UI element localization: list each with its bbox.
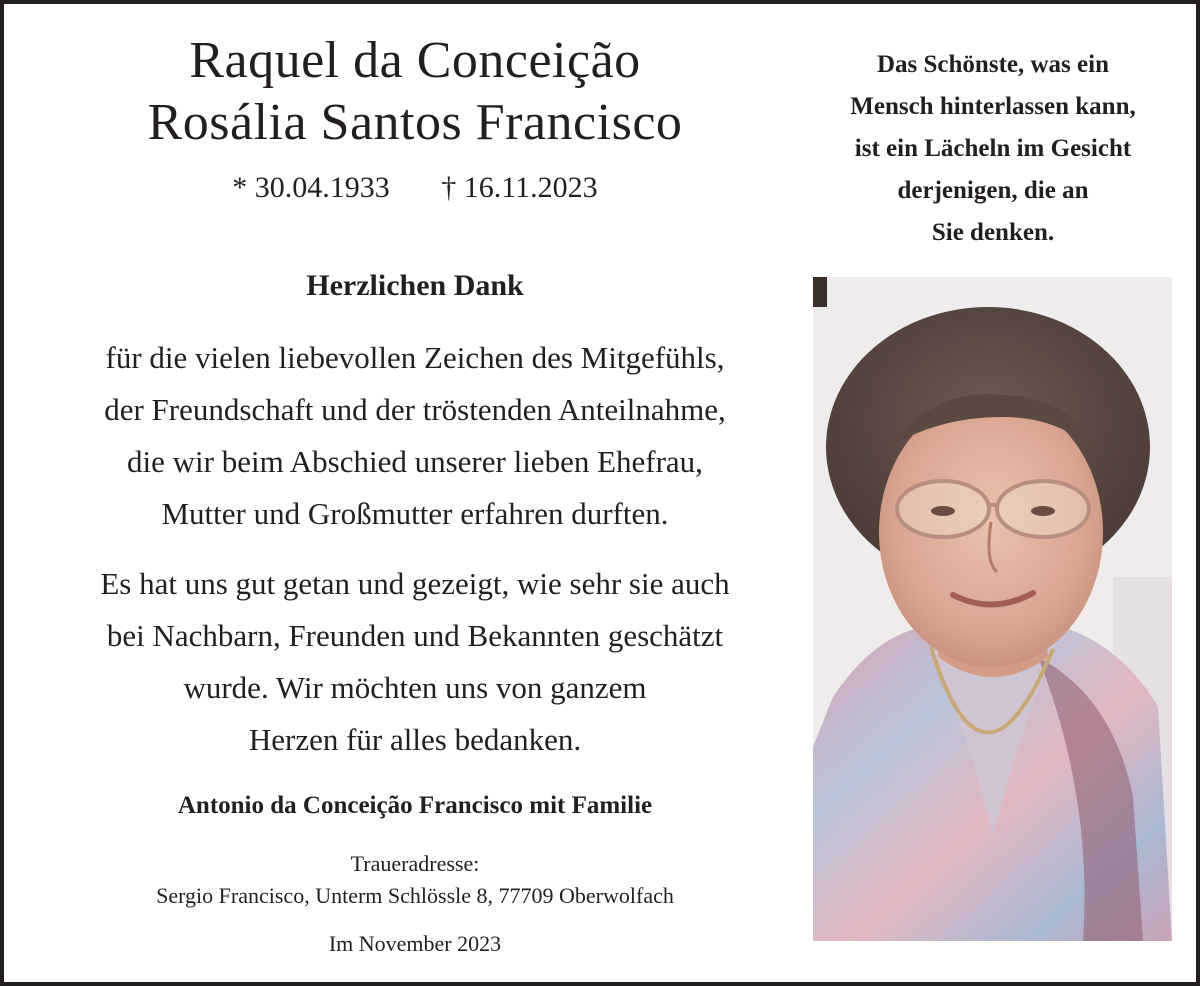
date-line: Im November 2023	[328, 931, 502, 956]
notice-main-column	[40, 30, 790, 958]
quote-line: Sie denken.	[931, 219, 1055, 246]
paragraph-line: der Freundschaft und der tröstenden Anteilnahme,	[104, 392, 726, 427]
quote-line: Das Schönste, was ein	[877, 51, 1109, 78]
address-value: Sergio Francisco, Unterm Schlössle 8, 77709 Oberwolfach	[156, 883, 674, 908]
birth-date: * 30.04.1933	[232, 171, 390, 204]
quote-line: derjenigen, die an	[897, 177, 1089, 204]
paragraph-line: Mutter und Großmutter erfahren durften.	[161, 496, 669, 531]
mourning-address	[40, 848, 790, 912]
deceased-name-line1: Raquel da Conceição	[189, 32, 641, 89]
paragraph-line: Es hat uns gut getan und gezeigt, wie sehr sie auch	[100, 566, 730, 601]
thanks-paragraph-1	[40, 332, 790, 540]
family-signature: Antonio da Conceição Francisco mit Familie	[177, 792, 653, 819]
paragraph-line: bei Nachbarn, Freunden und Bekannten geschätzt	[106, 618, 724, 653]
life-dates	[40, 170, 790, 206]
portrait-photo	[813, 277, 1172, 941]
paragraph-line: Herzen für alles bedanken.	[248, 722, 582, 757]
address-label: Traueradresse:	[350, 851, 480, 876]
quote-line: Mensch hinterlassen kann,	[850, 93, 1136, 120]
quote-line: ist ein Lächeln im Gesicht	[854, 135, 1132, 162]
death-date: † 16.11.2023	[441, 171, 598, 204]
memorial-quote	[808, 44, 1178, 254]
portrait-illustration	[813, 277, 1172, 941]
thanks-paragraph-2	[40, 558, 790, 766]
paragraph-line: für die vielen liebevollen Zeichen des Mitgefühls,	[105, 340, 725, 375]
paragraph-line: die wir beim Abschied unserer lieben Ehefrau,	[127, 444, 703, 479]
deceased-name-line2: Rosália Santos Francisco	[147, 94, 683, 151]
thanks-heading: Herzlichen Dank	[306, 269, 524, 302]
paragraph-line: wurde. Wir möchten uns von ganzem	[183, 670, 647, 705]
